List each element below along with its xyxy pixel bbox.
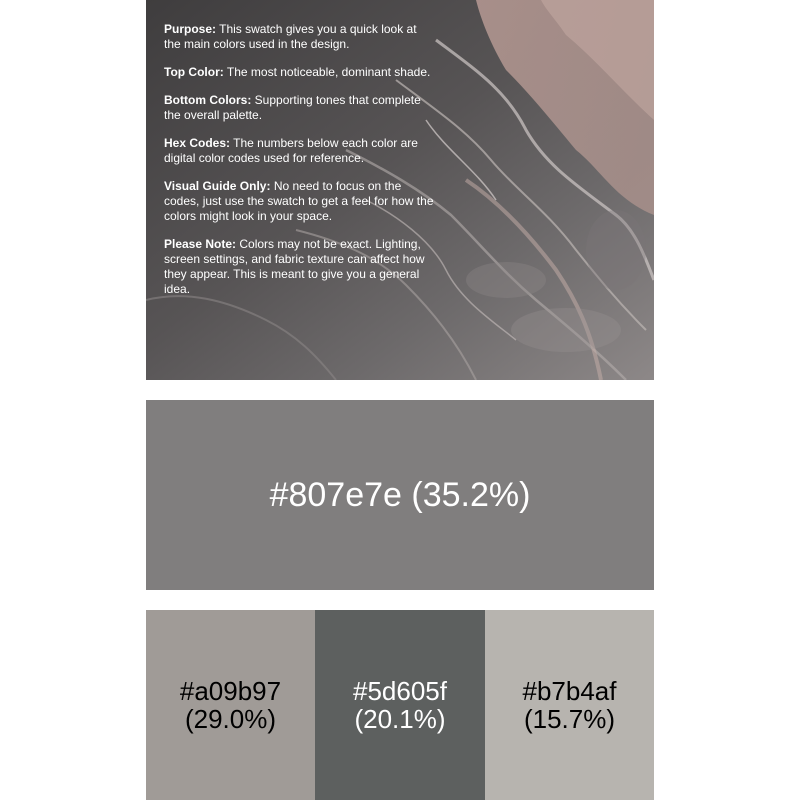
- info-bottom-colors: [164, 93, 434, 123]
- info-term: Hex Codes:: [164, 136, 231, 150]
- info-text: Colors may not be exact. Lighting, screen settings, and fabric texture can affect how they appear. This is meant to give you a general idea.: [164, 237, 425, 296]
- primary-color-swatch: [146, 400, 654, 590]
- info-please-note: [164, 237, 434, 297]
- swatch-info-text: [164, 22, 434, 310]
- swatch-hex-label: #5d605f: [353, 676, 447, 706]
- swatch-percent-label: (15.7%): [523, 704, 616, 734]
- primary-swatch-label: #807e7e (35.2%): [269, 475, 531, 514]
- info-text: This swatch gives you a quick look at the main colors used in the design.: [164, 22, 417, 51]
- info-text: No need to focus on the codes, just use the swatch to get a feel for how the colors might look in your space.: [164, 179, 434, 223]
- swatch-percent-label: (20.1%): [354, 704, 446, 734]
- info-text: Supporting tones that complete the overall palette.: [164, 93, 421, 122]
- swatch-hex-label: #b7b4af: [522, 676, 617, 706]
- secondary-swatch-row: [146, 610, 654, 800]
- secondary-color-swatch: [485, 610, 654, 800]
- swatch-percent-label: (29.0%): [184, 704, 277, 734]
- info-hex-codes: [164, 136, 434, 166]
- info-term: Top Color:: [164, 65, 224, 79]
- secondary-color-swatch: [146, 610, 315, 800]
- marble-texture-image: [146, 0, 654, 380]
- info-text: The numbers below each color are digital color codes used for reference.: [164, 136, 418, 165]
- info-term: Purpose:: [164, 22, 217, 36]
- info-top-color: [164, 65, 434, 80]
- info-term: Bottom Colors:: [164, 93, 252, 107]
- secondary-color-swatch: [315, 610, 485, 800]
- info-purpose: [164, 22, 434, 52]
- info-visual-guide: [164, 179, 434, 224]
- swatch-hex-label: #a09b97: [179, 676, 282, 706]
- info-text: The most noticeable, dominant shade.: [223, 65, 431, 79]
- info-term: Visual Guide Only:: [164, 179, 271, 193]
- info-term: Please Note:: [164, 237, 237, 251]
